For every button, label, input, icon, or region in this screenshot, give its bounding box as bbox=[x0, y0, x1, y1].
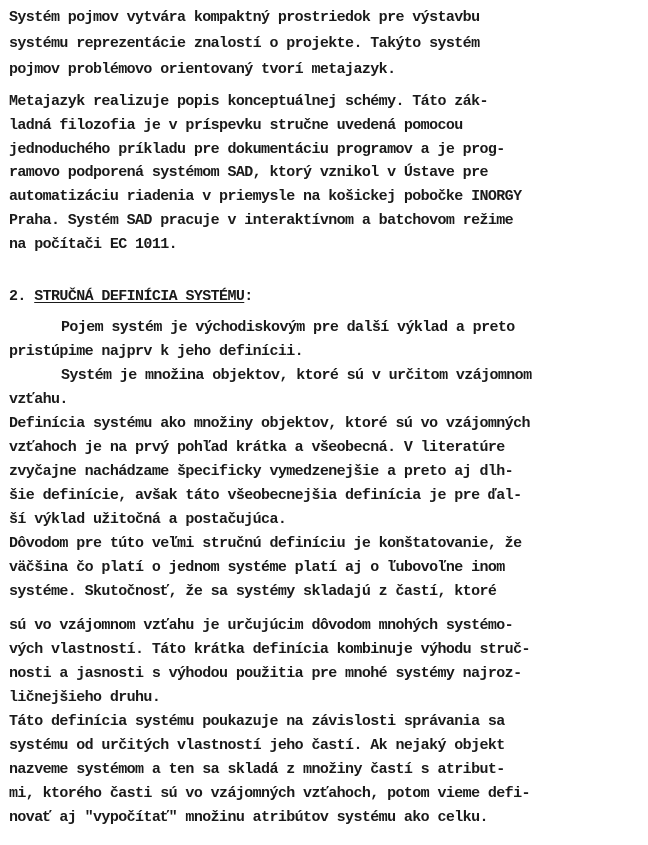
text-line: ší výklad užitočná a postačujúca. bbox=[9, 511, 287, 528]
text-line: automatizáciu riadenia v priemysle na košickej pobočke INORGY bbox=[9, 188, 522, 205]
text-line: sú vo vzájomnom vzťahu je určujúcim dôvodom mnohých systémo- bbox=[9, 617, 514, 634]
text-line: jednoduchého príkladu pre dokumentáciu programov a je prog- bbox=[9, 141, 505, 158]
section-title: STRUČNÁ DEFINÍCIA SYSTÉMU bbox=[34, 288, 245, 305]
text-line: nosti a jasnosti s výhodou použitia pre mnohé systémy najroz- bbox=[9, 665, 522, 682]
text-line: Táto definícia systému poukazuje na závislosti správania sa bbox=[9, 713, 505, 730]
text-line: novať aj "vypočítať" množinu atribútov systému ako celku. bbox=[9, 809, 488, 826]
text-line: Systém je množina objektov, ktoré sú v určitom vzájomnom bbox=[61, 367, 532, 384]
text-line: vých vlastností. Táto krátka definícia kombinuje výhodu struč- bbox=[9, 641, 530, 658]
text-line: Metajazyk realizuje popis konceptuálnej schémy. Táto zák- bbox=[9, 93, 488, 110]
text-line: systéme. Skutočnosť, že sa systémy skladajú z častí, ktoré bbox=[9, 583, 497, 600]
text-line: vzťahoch je na prvý pohľad krátka a všeobecná. V literatúre bbox=[9, 439, 505, 456]
section-heading-colon: : bbox=[244, 288, 253, 305]
text-line: Pojem systém je východiskovým pre další výklad a preto bbox=[61, 319, 515, 336]
text-line: pristúpime najprv k jeho definícii. bbox=[9, 343, 304, 360]
text-line: šie definície, avšak táto všeobecnejšia definícia je pre ďal- bbox=[9, 487, 522, 504]
text-line: systému reprezentácie znalostí o projekte. Takýto systém bbox=[9, 35, 480, 52]
text-line: väčšina čo platí o jednom systéme platí aj o ľubovoľne inom bbox=[9, 559, 505, 576]
text-line: na počítači EC 1011. bbox=[9, 236, 178, 253]
section-heading bbox=[9, 288, 253, 306]
text-line: ramovo podporená systémom SAD, ktorý vznikol v Ústave pre bbox=[9, 164, 488, 181]
text-line: Praha. Systém SAD pracuje v interaktívnom a batchovom režime bbox=[9, 212, 514, 229]
text-line: Systém pojmov vytvára kompaktný prostriedok pre výstavbu bbox=[9, 9, 480, 26]
text-line: systému od určitých vlastností jeho častí. Ak nejaký objekt bbox=[9, 737, 505, 754]
text-line: zvyčajne nachádzame špecificky vymedzenejšie a preto aj dlh- bbox=[9, 463, 514, 480]
text-line: Dôvodom pre túto veľmi stručnú definíciu je konštatovanie, že bbox=[9, 535, 522, 552]
text-line: ladná filozofia je v príspevku stručne uvedená pomocou bbox=[9, 117, 463, 134]
text-line: Definícia systému ako množiny objektov, ktoré sú vo vzájomných bbox=[9, 415, 530, 432]
text-line: nazveme systémom a ten sa skladá z množiny častí s atribut- bbox=[9, 761, 505, 778]
text-line: pojmov problémovo orientovaný tvorí metajazyk. bbox=[9, 61, 396, 78]
text-line: ličnejšieho druhu. bbox=[9, 689, 161, 706]
section-number: 2. bbox=[9, 288, 35, 305]
text-line: vzťahu. bbox=[9, 391, 68, 408]
text-line: mi, ktorého časti sú vo vzájomných vzťahoch, potom vieme defi- bbox=[9, 785, 530, 802]
